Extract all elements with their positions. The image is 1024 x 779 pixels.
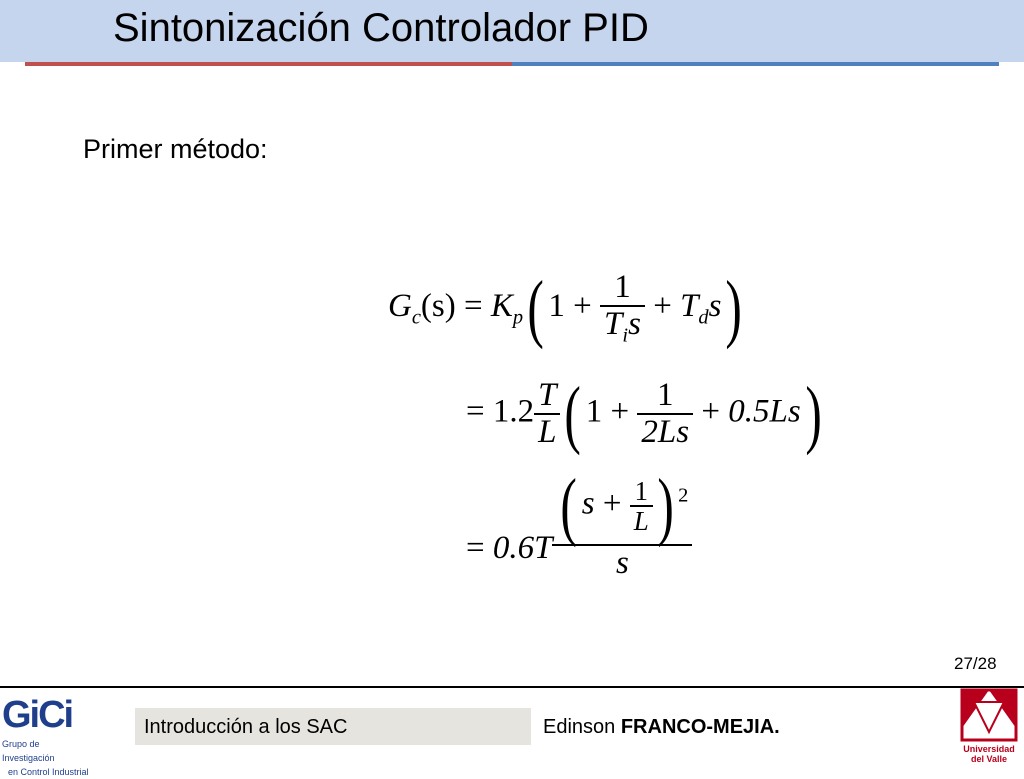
gici-logo-sub1: Grupo de Investigación <box>2 739 55 763</box>
eq-td-sub: d <box>698 306 709 329</box>
eq-frac-t-over-l <box>534 378 560 449</box>
eq-coef-1-2: 1.2 <box>492 393 535 430</box>
eq-plus-2: + <box>653 287 672 324</box>
eq-frac1-den-sub: i <box>622 324 629 347</box>
eq-big-fraction <box>552 464 692 581</box>
page-number: 27/28 <box>954 654 997 673</box>
eq-td-s: s <box>708 287 722 324</box>
footer-divider <box>0 686 1024 688</box>
footer-author-last: FRANCO-MEJIA. <box>620 716 780 738</box>
eq-s-num: s <box>581 485 595 522</box>
eq-frac-l: L <box>538 414 557 450</box>
eq-equals-2: = <box>466 393 485 430</box>
univalle-logo-line1: Universidad <box>963 744 1015 754</box>
footer-author-first: Edinson <box>543 716 616 738</box>
paren-open-3: ( <box>560 464 578 548</box>
equation-line-3 <box>466 464 692 581</box>
eq-frac-1-over-2ls <box>637 378 693 449</box>
eq-frac2-den: 2Ls <box>641 414 690 450</box>
gici-logo-text: GiCi <box>2 694 73 736</box>
footer-course-box <box>135 708 531 745</box>
eq-gc-sub: c <box>411 306 421 329</box>
slide-title: Sintonización Controlador PID <box>113 6 649 50</box>
eq-td: T <box>680 287 699 324</box>
eq-exponent-2: 2 <box>678 484 689 507</box>
title-bar <box>0 0 1024 62</box>
eq-frac3-den: L <box>633 506 649 536</box>
eq-frac1-den-s: s <box>628 305 641 342</box>
equation-line-1 <box>388 266 747 351</box>
eq-plus-3: + <box>610 393 630 430</box>
title-underline-red <box>25 62 512 66</box>
eq-frac2-num: 1 <box>637 378 693 415</box>
eq-0-6t: 0.6T <box>492 529 553 566</box>
paren-close-1: ) <box>725 266 743 351</box>
eq-frac1-num: 1 <box>600 270 645 307</box>
equation-line-2 <box>466 372 826 456</box>
univalle-logo-line2: del Valle <box>970 754 1008 764</box>
paren-close-3: ) <box>657 464 674 548</box>
eq-plus-4: + <box>701 393 720 430</box>
eq-gc: G <box>388 287 412 324</box>
paren-open-2: ( <box>564 372 582 456</box>
univalle-logo <box>956 688 1022 766</box>
eq-one-2: 1 <box>585 393 603 430</box>
eq-s-den: s <box>615 545 629 581</box>
eq-0-5ls: 0.5Ls <box>728 393 801 430</box>
eq-plus-5: + <box>602 485 622 522</box>
eq-frac3-num: 1 <box>630 477 653 507</box>
footer-course: Introducción a los SAC <box>144 716 348 738</box>
eq-kp: K <box>490 287 513 324</box>
eq-equals-3: = <box>466 529 485 566</box>
eq-kp-sub: p <box>512 306 524 329</box>
eq-frac-1-over-tis <box>600 270 645 347</box>
gici-logo <box>2 694 92 777</box>
eq-plus-1: + <box>573 287 592 324</box>
paren-open-1: ( <box>527 266 544 351</box>
footer-author <box>543 716 780 739</box>
gici-logo-sub2: en Control Industrial <box>8 767 89 777</box>
paren-close-2: ) <box>805 372 822 456</box>
eq-gc-arg: (s) <box>420 287 456 324</box>
title-underline-blue <box>512 62 999 66</box>
eq-frac1-den-t: T <box>604 305 623 342</box>
eq-equals-1: = <box>464 287 483 324</box>
slide-subtitle: Primer método: <box>83 134 268 164</box>
eq-one-1: 1 <box>548 287 565 324</box>
eq-frac-1-over-l <box>630 477 653 536</box>
univalle-shield-icon <box>956 688 1022 742</box>
eq-frac-t: T <box>538 377 557 414</box>
